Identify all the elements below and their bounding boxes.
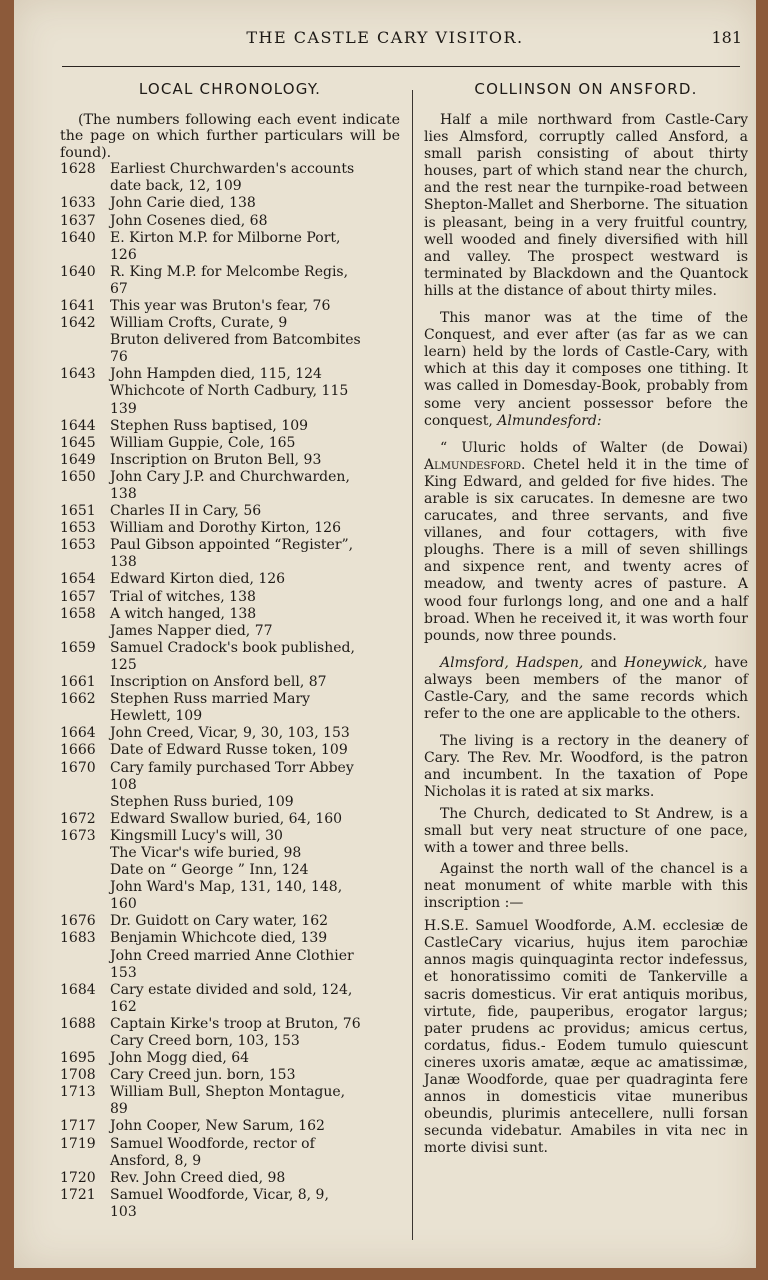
- chronology-row: [60, 264, 400, 298]
- chronology-row: [60, 195, 400, 212]
- chronology-event: [110, 760, 400, 811]
- chronology-row: [60, 452, 400, 469]
- chronology-year: 1717: [60, 1118, 96, 1135]
- chronology-year: 1666: [60, 742, 96, 759]
- chronology-event-line: James Napper died, 77: [110, 622, 273, 639]
- chronology-event: [110, 691, 400, 725]
- domesday-open: “ Uluric holds of Walter (de Dowai): [440, 439, 748, 456]
- collinson-heading: COLLINSON ON ANSFORD.: [474, 80, 698, 98]
- chronology-event-line: 126: [110, 246, 137, 263]
- chronology-row: [60, 760, 400, 811]
- chronology-event: [110, 537, 400, 571]
- chronology-event-line: John Cooper, New Sarum, 162: [110, 1118, 325, 1135]
- chronology-year: 1720: [60, 1169, 96, 1186]
- column-divider: [412, 90, 413, 1240]
- chronology-year: 1684: [60, 981, 96, 998]
- chronology-year: 1695: [60, 1050, 96, 1067]
- chronology-event-line: John Mogg died, 64: [110, 1050, 250, 1067]
- chronology-year: 1645: [60, 434, 96, 451]
- chronology-year: 1670: [60, 759, 96, 776]
- chronology-row: [60, 811, 400, 828]
- chronology-event-line: Cary family purchased Torr Abbey: [110, 759, 354, 776]
- chronology-event-line: Whichcote of North Cadbury, 115: [110, 383, 349, 400]
- local-chronology-column: [60, 78, 400, 1221]
- chronology-event-line: 160: [110, 896, 137, 913]
- chronology-row: [60, 828, 400, 913]
- chronology-year: 1664: [60, 725, 96, 742]
- chronology-row: [60, 913, 400, 930]
- chronology-event: [110, 195, 400, 212]
- chronology-event: [110, 606, 400, 640]
- running-title: THE CASTLE CARY VISITOR.: [246, 28, 524, 47]
- chronology-event: [110, 589, 400, 606]
- chronology-row: [60, 640, 400, 674]
- paragraph-members: [424, 655, 748, 723]
- places-italic-2: Honeywick,: [624, 654, 708, 671]
- chronology-year: 1633: [60, 195, 96, 212]
- chronology-event-line: Bruton delivered from Batcombites: [110, 332, 361, 349]
- paragraph-manor: [424, 310, 748, 430]
- chronology-event-line: Date of Edward Russe token, 109: [110, 742, 348, 759]
- chronology-event: [110, 913, 400, 930]
- paragraph-living: The living is a rectory in the deanery of Cary. The Rev. Mr. Woodford, is the patron and incumbent. In the taxation of Pope Nicholas it is rated at six marks.: [424, 733, 748, 801]
- chronology-event: [110, 1187, 400, 1221]
- chronology-event-line: Cary estate divided and sold, 124,: [110, 981, 353, 998]
- chronology-year: 1628: [60, 161, 96, 178]
- chronology-event-line: Inscription on Bruton Bell, 93: [110, 451, 322, 468]
- chronology-event-line: This year was Bruton's fear, 76: [110, 297, 331, 314]
- chronology-event-line: John Carie died, 138: [110, 195, 256, 212]
- chronology-event-line: Paul Gibson appointed “Register”,: [110, 537, 354, 554]
- chronology-event: [110, 1050, 400, 1067]
- chronology-year: 1640: [60, 263, 96, 280]
- chronology-year: 1708: [60, 1067, 96, 1084]
- chronology-event-line: 108: [110, 776, 137, 793]
- paragraph-domesday: [424, 440, 748, 645]
- chronology-year: 1642: [60, 315, 96, 332]
- chronology-year: 1654: [60, 571, 96, 588]
- chronology-row: [60, 298, 400, 315]
- chronology-event-line: Kingsmill Lucy's will, 30: [110, 827, 283, 844]
- chronology-row: [60, 674, 400, 691]
- paragraph-monument: Against the north wall of the chancel is a neat monument of white marble with this inscription :—: [424, 860, 748, 912]
- chronology-event: [110, 298, 400, 315]
- domesday-rest: Chetel held it in the time of King Edward, and gelded for five hides. The arable is six carucates. In demesne are two carucates, and three servants, and five villanes, and four cottagers, with five ploughs. There is a mill of seven shillings and sixpence rent, and twenty acres of meadow, and twenty acres of pasture. A wood four furlongs long, and one and a half broad. When he received it, it was worth four pounds, now three pounds.: [424, 456, 748, 644]
- chronology-row: [60, 1016, 400, 1050]
- chronology-year: 1688: [60, 1015, 96, 1032]
- chronology-event: [110, 213, 400, 230]
- chronology-event: [110, 571, 400, 588]
- chronology-event-line: Trial of witches, 138: [110, 588, 256, 605]
- chronology-event: [110, 1136, 400, 1170]
- header-rule: [62, 66, 740, 67]
- chronology-event-line: John Ward's Map, 131, 140, 148,: [110, 879, 343, 896]
- chronology-row: [60, 742, 400, 759]
- chronology-row: [60, 691, 400, 725]
- chronology-event-line: William Crofts, Curate, 9: [110, 315, 288, 332]
- chronology-event: [110, 503, 400, 520]
- chronology-row: [60, 418, 400, 435]
- chronology-event-line: The Vicar's wife buried, 98: [110, 844, 302, 861]
- chronology-row: [60, 230, 400, 264]
- chronology-event-line: John Creed, Vicar, 9, 30, 103, 153: [110, 725, 350, 742]
- chronology-row: [60, 161, 400, 195]
- chronology-row: [60, 520, 400, 537]
- chronology-row: [60, 469, 400, 503]
- almundesford-smallcaps: Almundesford.: [424, 456, 526, 473]
- chronology-year: 1683: [60, 930, 96, 947]
- chronology-event-line: Captain Kirke's troop at Bruton, 76: [110, 1015, 361, 1032]
- chronology-event-line: Stephen Russ baptised, 109: [110, 417, 309, 434]
- chronology-year: 1657: [60, 588, 96, 605]
- chronology-year: 1721: [60, 1186, 96, 1203]
- chronology-event-line: 153: [110, 964, 137, 981]
- chronology-event-line: 139: [110, 400, 137, 417]
- chronology-row: [60, 1067, 400, 1084]
- chronology-event: [110, 1118, 400, 1135]
- chronology-year: 1641: [60, 297, 96, 314]
- chronology-row: [60, 366, 400, 417]
- chronology-event-line: 103: [110, 1203, 137, 1220]
- chronology-event-line: 162: [110, 998, 137, 1015]
- chronology-row: [60, 1170, 400, 1187]
- chronology-event-line: John Hampden died, 115, 124: [110, 366, 322, 383]
- chronology-event-line: Stephen Russ married Mary: [110, 691, 311, 708]
- collinson-column: [424, 78, 748, 1167]
- chronology-event: [110, 982, 400, 1016]
- chronology-event: [110, 1084, 400, 1118]
- chronology-event-line: Date on “ George ” Inn, 124: [110, 862, 309, 879]
- chronology-row: [60, 589, 400, 606]
- chronology-event: [110, 640, 400, 674]
- chronology-row: [60, 1118, 400, 1135]
- chronology-row: [60, 982, 400, 1016]
- chronology-year: 1676: [60, 913, 96, 930]
- chronology-row: [60, 315, 400, 366]
- chronology-event: [110, 452, 400, 469]
- chronology-event-line: John Cosenes died, 68: [110, 212, 268, 229]
- chronology-row: [60, 1050, 400, 1067]
- chronology-event-line: Stephen Russ buried, 109: [110, 793, 294, 810]
- chronology-year: 1658: [60, 605, 96, 622]
- local-chronology-heading: LOCAL CHRONOLOGY.: [138, 80, 322, 98]
- chronology-event: [110, 1067, 400, 1084]
- chronology-event-line: William Guppie, Cole, 165: [110, 434, 296, 451]
- chronology-event-line: 125: [110, 656, 137, 673]
- chronology-event-line: Charles II in Cary, 56: [110, 503, 262, 520]
- chronology-row: [60, 537, 400, 571]
- chronology-year: 1649: [60, 451, 96, 468]
- chronology-event-line: 76: [110, 349, 128, 366]
- chronology-row: [60, 930, 400, 981]
- chronology-event-line: A witch hanged, 138: [110, 605, 257, 622]
- chronology-year: 1651: [60, 503, 96, 520]
- book-page: [14, 0, 756, 1268]
- manor-text: This manor was at the time of the Conquest, and ever after (as far as we can learn) held by the lords of Castle-Cary, with which at this day it composes one tithing. It was called in Domesday-Book, probably from some very ancient possessor before the conquest,: [424, 310, 748, 429]
- chronology-event-line: 138: [110, 486, 137, 502]
- chronology-row: [60, 571, 400, 588]
- chronology-event-line: date back, 12, 109: [110, 178, 242, 195]
- chronology-year: 1640: [60, 229, 96, 246]
- chronology-year: 1719: [60, 1135, 96, 1152]
- chronology-row: [60, 606, 400, 640]
- chronology-event-line: Edward Kirton died, 126: [110, 571, 286, 588]
- chronology-year: 1672: [60, 810, 96, 827]
- chronology-event: [110, 811, 400, 828]
- chronology-event-line: R. King M.P. for Melcombe Regis,: [110, 263, 349, 280]
- chronology-year: 1644: [60, 417, 96, 434]
- chronology-row: [60, 213, 400, 230]
- paragraph-church: The Church, dedicated to St Andrew, is a small but very neat structure of one pace, with a tower and three bells.: [424, 805, 748, 856]
- chronology-event: [110, 520, 400, 537]
- places-italic-1: Almsford, Hadspen,: [440, 654, 584, 671]
- chronology-event-line: 67: [110, 280, 128, 297]
- chronology-row: [60, 1084, 400, 1118]
- chronology-event-line: William and Dorothy Kirton, 126: [110, 520, 341, 537]
- chronology-event: [110, 1170, 400, 1187]
- chronology-year: 1673: [60, 827, 96, 844]
- page-number: 181: [711, 28, 742, 47]
- chronology-list: [60, 161, 400, 1221]
- chronology-event: [110, 315, 400, 366]
- chronology-event-line: William Bull, Shepton Montague,: [110, 1084, 346, 1101]
- chronology-event-line: Inscription on Ansford bell, 87: [110, 674, 327, 691]
- chronology-event-line: Rev. John Creed died, 98: [110, 1169, 286, 1186]
- chronology-year: 1662: [60, 691, 96, 708]
- chronology-event-line: Earliest Churchwarden's accounts: [110, 161, 355, 178]
- chronology-event-line: John Cary J.P. and Churchwarden,: [110, 468, 350, 485]
- chronology-year: 1650: [60, 468, 96, 485]
- chronology-event-line: Samuel Cradock's book published,: [110, 639, 355, 656]
- chronology-event: [110, 1016, 400, 1050]
- chronology-year: 1659: [60, 639, 96, 656]
- chronology-row: [60, 725, 400, 742]
- chronology-year: 1661: [60, 674, 96, 691]
- paragraph-almsford: Half a mile northward from Castle-Cary lies Almsford, corruptly called Ansford, a small parish consisting of about thirty houses, part of which stand near the church, and the rest near the turnpike-road between Shepton-Mallet and Sherborne. The situation is pleasant, being in a very fruitful country, well wooded and finely diversified with hill and valley. The prospect westward is terminated by Blackdown and the Quantock hills at the distance of about thirty miles.: [424, 112, 748, 299]
- chronology-event-line: Samuel Woodforde, rector of: [110, 1135, 315, 1152]
- chronology-year: 1643: [60, 366, 96, 383]
- chronology-year: 1653: [60, 520, 96, 537]
- chronology-event-line: Hewlett, 109: [110, 708, 203, 725]
- chronology-intro: (The numbers following each event indicate the page on which further particulars will be found).: [60, 112, 400, 161]
- chronology-event-line: Cary Creed born, 103, 153: [110, 1033, 300, 1049]
- chronology-event: [110, 742, 400, 759]
- chronology-year: 1713: [60, 1084, 96, 1101]
- chronology-event: [110, 161, 400, 195]
- chronology-event-line: Dr. Guidott on Cary water, 162: [110, 913, 329, 930]
- chronology-row: [60, 503, 400, 520]
- chronology-event-line: E. Kirton M.P. for Milborne Port,: [110, 229, 341, 246]
- page-header: [14, 28, 756, 58]
- chronology-event: [110, 435, 400, 452]
- chronology-row: [60, 435, 400, 452]
- chronology-row: [60, 1187, 400, 1221]
- members-and: and: [590, 654, 617, 671]
- chronology-event-line: 138: [110, 554, 137, 571]
- chronology-event-line: John Creed married Anne Clothier: [110, 947, 354, 964]
- chronology-event-line: Benjamin Whichcote died, 139: [110, 930, 328, 947]
- chronology-year: 1653: [60, 537, 96, 554]
- latin-inscription: H.S.E. Samuel Woodforde, A.M. ecclesiæ de CastleCary vicarius, hujus item parochiæ annos magis quinquaginta rector indefessus, et honoratissimo comiti de Tankerville a sacris domesticus. Vir erat antiquis moribus, virtute, fide, pauperibus, erogator largus; pater prudens ac providus; amicus certus, cordatus, fidus.- Eodem tumulo quiescunt cineres uxoris amatæ, æque ac amatissimæ, Janæ Woodforde, quae per quadraginta fere annos in domesticis vitae muneribus obeundis, plurimis antecellere, nulli forsan secunda videbatur. Amabiles in vita nec in morte divisi sunt.: [424, 918, 748, 1157]
- chronology-event: [110, 674, 400, 691]
- chronology-year: 1637: [60, 212, 96, 229]
- chronology-event: [110, 469, 400, 503]
- members-rest: have always been members of the manor of Castle-Cary, and the same records which refer to the one are applicable to the others.: [424, 654, 749, 723]
- chronology-event-line: Cary Creed jun. born, 153: [110, 1067, 296, 1084]
- chronology-event: [110, 828, 400, 913]
- chronology-event: [110, 264, 400, 298]
- chronology-event-line: Samuel Woodforde, Vicar, 8, 9,: [110, 1186, 329, 1203]
- chronology-event-line: 89: [110, 1101, 128, 1118]
- chronology-event: [110, 230, 400, 264]
- chronology-row: [60, 1136, 400, 1170]
- almundesford-italic: Almundesford:: [497, 412, 602, 429]
- chronology-event: [110, 930, 400, 981]
- chronology-event: [110, 725, 400, 742]
- chronology-event: [110, 366, 400, 417]
- chronology-event-line: Ansford, 8, 9: [110, 1152, 202, 1169]
- chronology-event-line: Edward Swallow buried, 64, 160: [110, 810, 343, 827]
- chronology-event: [110, 418, 400, 435]
